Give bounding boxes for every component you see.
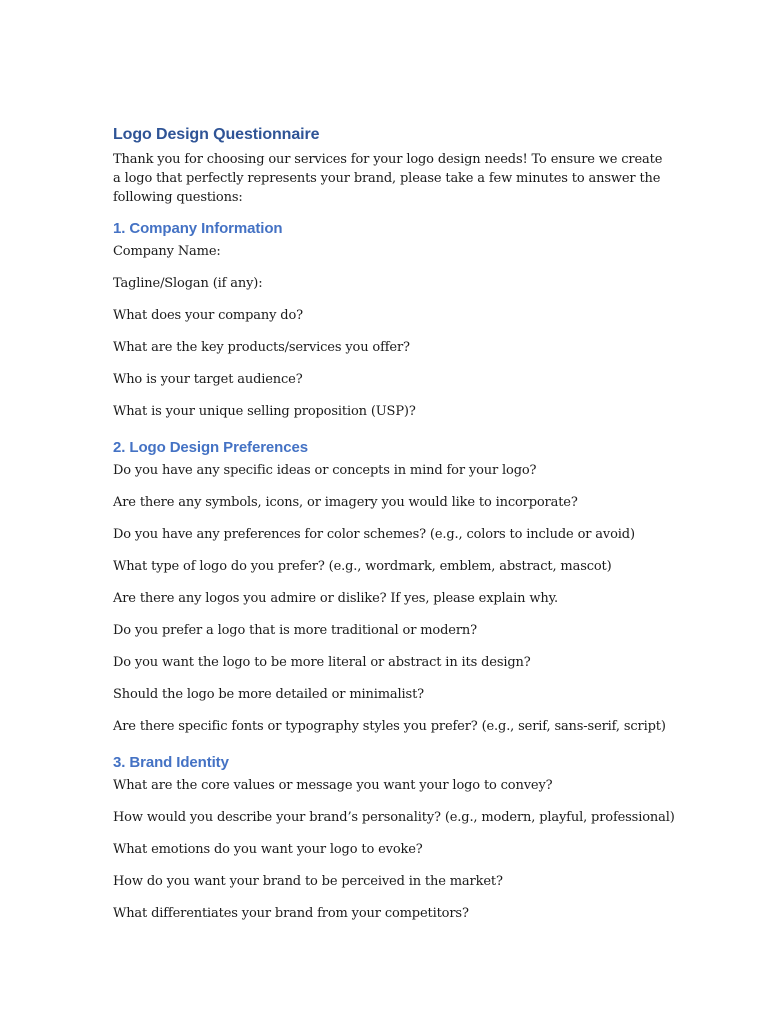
- question-item: Do you have any specific ideas or concepts in mind for your logo?: [113, 463, 537, 478]
- question-item: Should the logo be more detailed or minimalist?: [113, 687, 424, 702]
- question-list: [113, 243, 673, 425]
- section-heading: 2. Logo Design Preferences: [113, 439, 308, 456]
- question-item: Do you want the logo to be more literal or abstract in its design?: [113, 655, 531, 670]
- question-item: What are the core values or message you want your logo to convey?: [113, 778, 553, 793]
- question-item: Do you prefer a logo that is more traditional or modern?: [113, 623, 477, 638]
- question-item: Are there any symbols, icons, or imagery you would like to incorporate?: [113, 495, 578, 510]
- question-item: What emotions do you want your logo to evoke?: [113, 842, 423, 857]
- question-item: What does your company do?: [113, 308, 303, 323]
- question-item: What is your unique selling proposition (USP)?: [113, 404, 416, 419]
- section-heading: 3. Brand Identity: [113, 754, 229, 771]
- question-item: Are there any logos you admire or dislike? If yes, please explain why.: [113, 591, 559, 606]
- document-page: [113, 125, 673, 927]
- question-item: Company Name:: [113, 244, 221, 259]
- section-heading: 1. Company Information: [113, 220, 283, 237]
- intro-paragraph: Thank you for choosing our services for your logo design needs! To ensure we create a logo that perfectly represents your brand, please take a few minutes to answer the following questions:: [113, 152, 663, 205]
- question-item: What are the key products/services you offer?: [113, 340, 410, 355]
- question-item: How do you want your brand to be perceived in the market?: [113, 874, 503, 889]
- question-item: Are there specific fonts or typography styles you prefer? (e.g., serif, sans-serif, script): [113, 719, 666, 734]
- question-list: [113, 777, 673, 927]
- section-brand-identity: [113, 753, 673, 927]
- question-item: How would you describe your brand’s personality? (e.g., modern, playful, professional): [113, 810, 675, 825]
- section-logo-design-preferences: [113, 438, 673, 740]
- question-item: Tagline/Slogan (if any):: [113, 276, 263, 291]
- section-company-information: [113, 219, 673, 425]
- question-list: [113, 462, 673, 740]
- question-item: Who is your target audience?: [113, 372, 303, 387]
- document-title: Logo Design Questionnaire: [113, 126, 320, 143]
- question-item: What differentiates your brand from your competitors?: [113, 906, 469, 921]
- question-item: Do you have any preferences for color schemes? (e.g., colors to include or avoid): [113, 527, 635, 542]
- question-item: What type of logo do you prefer? (e.g., wordmark, emblem, abstract, mascot): [113, 559, 612, 574]
